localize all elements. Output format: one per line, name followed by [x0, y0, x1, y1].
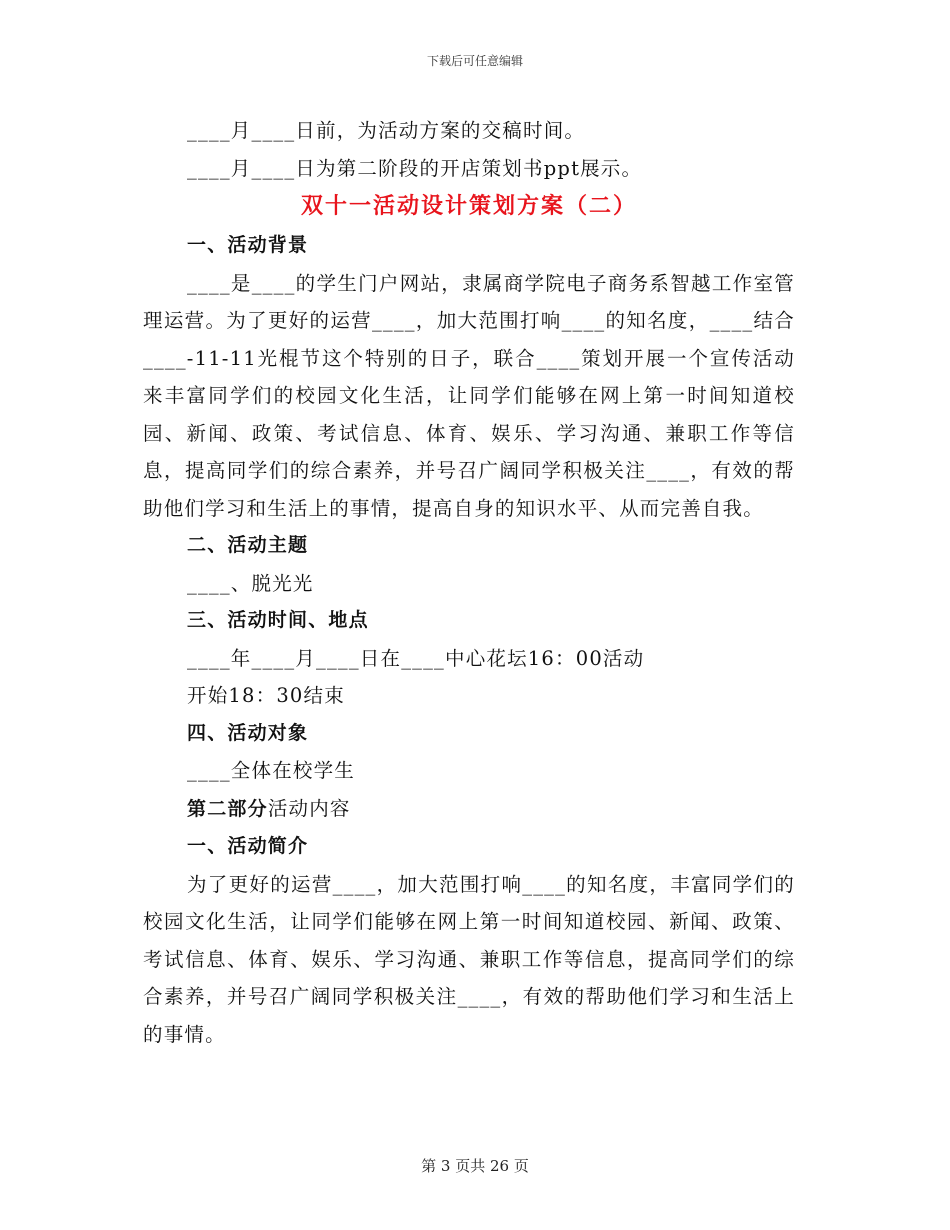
document-title: 双十一活动设计策划方案（二）	[300, 194, 637, 219]
section-heading-theme: 二、活动主题	[187, 534, 309, 556]
section-body-time-line2: 开始18：30结束	[187, 684, 345, 707]
section-heading-time-place: 三、活动时间、地点	[187, 609, 369, 631]
part-two-heading	[143, 790, 795, 829]
section-body-time-line1: ____年____月____日在____中心花坛16：00活动	[187, 646, 645, 670]
part-two-title: 活动内容	[267, 796, 351, 820]
section-heading-intro: 一、活动简介	[187, 835, 309, 857]
section-body-theme: ____、脱光光	[187, 571, 314, 595]
section-body-audience: ____全体在校学生	[187, 759, 356, 782]
part-two-label: 第二部分	[187, 797, 268, 820]
presentation-line: ____月____日为第二阶段的开店策划书ppt展示。	[187, 156, 643, 180]
section-heading-background: 一、活动背景	[187, 234, 309, 256]
section-body-intro: 为了更好的运营____，加大范围打响____的知名度，丰富同学们的校园文化生活，让同学们能够在网上第一时间知道校园、新闻、政策、考试信息、体育、娱乐、学习沟通、兼职工作等信息，提高同学们的综合素养，并号召广阔同学积极关注____，有效的帮助他们学习和生活上的事情。	[143, 872, 795, 1046]
document-body	[143, 112, 795, 1053]
page-footer: 第 3 页共 26 页	[421, 1157, 529, 1175]
deadline-line: ____月____日前，为活动方案的交稿时间。	[187, 119, 586, 142]
section-heading-audience: 四、活动对象	[187, 721, 309, 744]
section-body-background: ____是____的学生门户网站，隶属商学院电子商务系智越工作室管理运营。为了更好的运营____，加大范围打响____的知名度，____结合____-11-11光棍节这个特别的日子，联合____策划开展一个宣传活动来丰富同学们的校园文化生活，让同学们能够在网上第一时间知道校园、新闻、政策、考试信息、体育、娱乐、学习沟通、兼职工作等信息，提高同学们的综合素养，并号召广阔同学积极关注____，有效的帮助他们学习和生活上的事情，提高自身的知识水平、从而完善自我。	[143, 271, 795, 520]
page-header: 下载后可任意编辑	[426, 54, 523, 68]
